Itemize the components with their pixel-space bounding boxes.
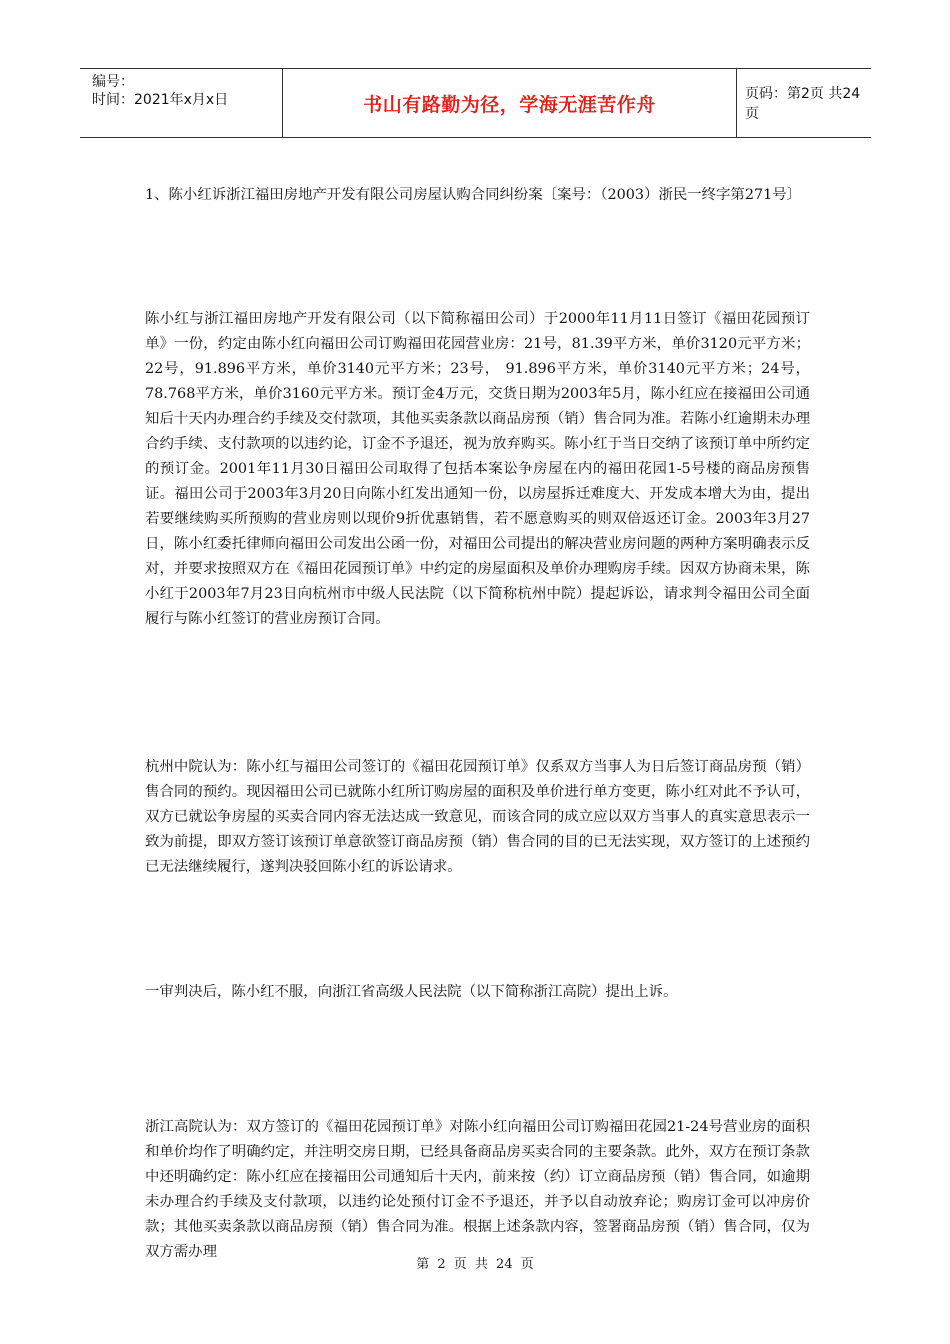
paragraph-first-instance: 杭州中院认为：陈小红与福田公司签订的《福田花园预订单》仅系双方当事人为日后签订商品房预（销）售合同的预约。现因福田公司已就陈小红所订购房屋的面积及单价进行单方变更，陈小红对此不予认可，双方已就讼争房屋的买卖合同内容无法达成一致意见，而该合同的成立应以双方当事人的真实意思表示一致为前提，即双方签订该预订单意欲签订商品房预（销）售合同的目的已无法实现，双方签订的上述预约已无法继续履行，遂判决驳回陈小红的诉讼请求。 — [145, 759, 810, 875]
header-page-cell — [737, 69, 871, 137]
time-label: 时间：2021年x月x日 — [92, 92, 229, 108]
number-label: 编号： — [92, 74, 134, 90]
paragraph-second-instance: 浙江高院认为：双方签订的《福田花园预订单》对陈小红向福田公司订购福田花园21-24号营业房的面积和单价均作了明确约定，并注明交房日期，已经具备商品房买卖合同的主要条款。此外，双方在预订条款中还明确约定：陈小红应在接福田公司通知后十天内，前来按（约）订立商品房预（销）售合同，如逾期未办理合约手续及支付款项，以违约论处预付订金不予退还，并予以自动放弃论；购房订金可以冲房价款；其他买卖条款以商品房预（销）售合同为准。根据上述条款内容，签署商品房预（销）售合同，仅为双方需办理 — [145, 1119, 810, 1260]
paragraph-facts: 陈小红与浙江福田房地产开发有限公司（以下简称福田公司）于2000年11月11日签订《福田花园预订单》一份，约定由陈小红向福田公司订购福田花园营业房：21号，81.39平方米，单价3120元平方米；22号，91.896平方米，单价3140元平方米；23号， 91.896平方米，单价3140元平方米；24号，78.768平方米，单价3160元平方米。预订金4万元，交货日期为2003年5月，陈小红应在接福田公司通知后十天内办理合约手续及交付款项，其他买卖条款以商品房预（销）售合同为准。若陈小红逾期未办理合约手续、支付款项的以违约论，订金不予退还，视为放弃购买。陈小红于当日交纳了该预订单中所约定的预订金。2001年11月30日福田公司取得了包括本案讼争房屋在内的福田花园1-5号楼的商品房预售证。福田公司于2003年3月20日向陈小红发出通知一份，以房屋拆迁难度大、开发成本增大为由，提出若要继续购买所预购的营业房则以现价9折优惠销售，若不愿意购买的则双倍返还订金。2003年3月27日，陈小红委托律师向福田公司发出公函一份，对福田公司提出的解决营业房问题的两种方案明确表示反对，并要求按照双方在《福田花园预订单》中约定的房屋面积及单价办理购房手续。因双方协商未果，陈小红于2003年7月23日向杭州市中级人民法院（以下简称杭州中院）提起诉讼，请求判令福田公司全面履行与陈小红签订的营业房预订合同。 — [145, 311, 810, 627]
motto-text: 书山有路勤为径，学海无涯苦作舟 — [363, 93, 656, 116]
page-code: 页码：第2页 共24页 — [745, 86, 861, 122]
paragraph-appeal: 一审判决后，陈小红不服，向浙江省高级人民法院（以下简称浙江高院）提出上诉。 — [145, 984, 678, 1000]
header-left-cell — [80, 69, 282, 137]
page-footer: 第 2 页 共 24 页 — [416, 1257, 534, 1272]
case-title: 1、陈小红诉浙江福田房地产开发有限公司房屋认购合同纠纷案〔案号：（2003）浙民一终字第271号〕 — [145, 187, 802, 203]
header-motto-cell — [282, 69, 737, 137]
document-header — [80, 68, 871, 138]
